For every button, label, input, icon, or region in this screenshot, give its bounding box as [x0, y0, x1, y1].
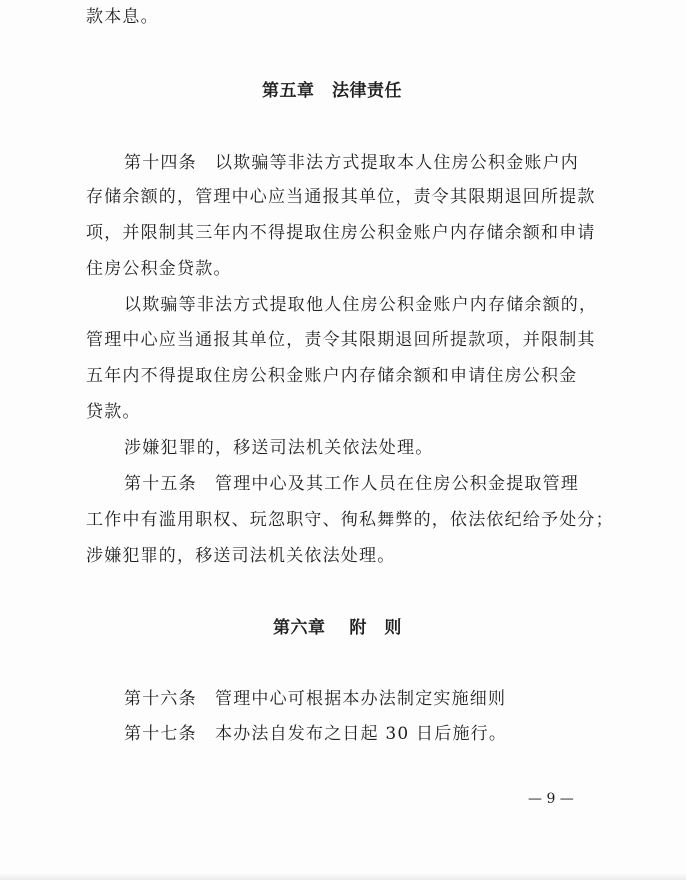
article-14-para2-line-3: 五年内不得提取住房公积金账户内存储余额和申请住房公积金 [86, 366, 578, 386]
article-15-line-3: 涉嫌犯罪的，移送司法机关依法处理。 [86, 546, 396, 566]
article-14-line-1: 第十四条 以欺骗等非法方式提取本人住房公积金账户内 [124, 153, 579, 173]
article-15-line-2: 工作中有滥用职权、玩忽职守、徇私舞弊的，依法依纪给予处分； [86, 510, 614, 530]
article-14-para2-line-1: 以欺骗等非法方式提取他人住房公积金账户内存储余额的， [124, 295, 598, 315]
article-14-line-2: 存储余额的，管理中心应当通报其单位，责令其限期退回所提款 [86, 187, 596, 207]
chapter-6-heading: 第六章 附 则 [273, 618, 402, 638]
chapter-5-heading: 第五章 法律责任 [262, 81, 402, 101]
article-14-para3-line-1: 涉嫌犯罪的，移送司法机关依法处理。 [124, 438, 434, 458]
article-15-line-1: 第十五条 管理中心及其工作人员在住房公积金提取管理 [124, 474, 579, 494]
article-14-para2-line-2: 管理中心应当通报其单位，责令其限期退回所提款项，并限制其 [86, 330, 596, 350]
page-bottom-edge [0, 872, 686, 880]
article-14-para2-line-4: 贷款。 [86, 402, 141, 422]
page-number: — 9 — [528, 791, 574, 807]
article-17-line: 第十七条 本办法自发布之日起 30 日后施行。 [124, 724, 508, 744]
article-16-line: 第十六条 管理中心可根据本办法制定实施细则 [124, 689, 507, 709]
text-line: 款本息。 [86, 7, 159, 27]
article-14-line-3: 项，并限制其三年内不得提取住房公积金账户内存储余额和申请 [86, 223, 596, 243]
article-14-line-4: 住房公积金贷款。 [86, 259, 232, 279]
